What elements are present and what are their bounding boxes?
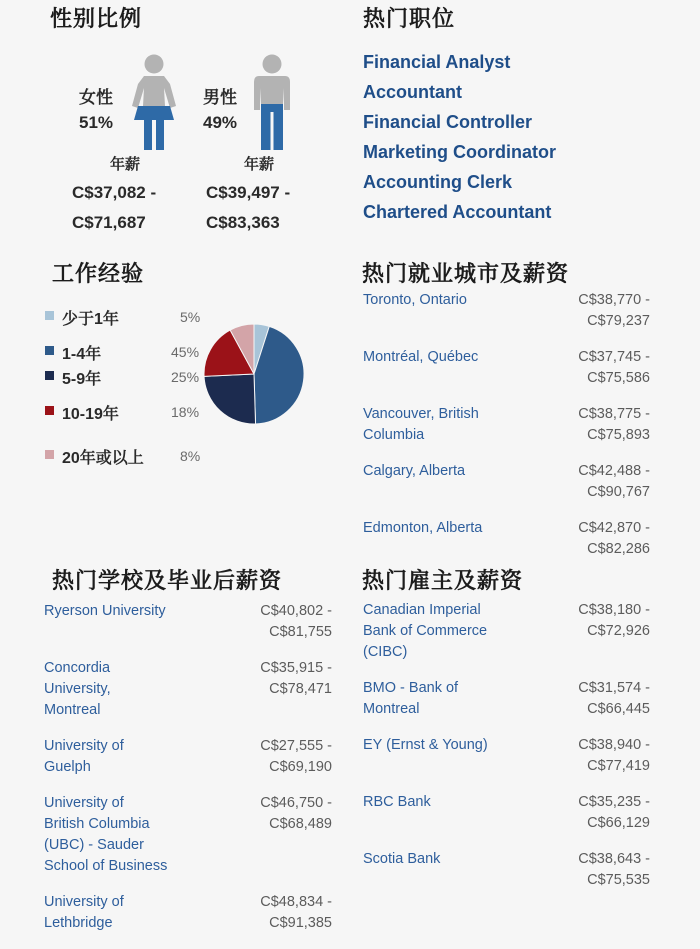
experience-section-title: 工作经验 xyxy=(52,262,145,287)
female-salary-label: 年薪 xyxy=(110,156,141,173)
salary-line: C$66,129 xyxy=(587,815,650,831)
schools-row-name xyxy=(44,892,124,934)
salary-line: C$35,915 - xyxy=(260,660,332,676)
salary-line: C$78,471 xyxy=(269,681,332,697)
salary-line: C$68,489 xyxy=(269,816,332,832)
job-item: Accountant xyxy=(363,82,462,102)
female-salary-line2: C$71,687 xyxy=(72,213,146,232)
name-line: Scotia Bank xyxy=(363,851,441,867)
female-label: 女性 xyxy=(79,88,113,107)
legend-swatch xyxy=(45,450,54,459)
name-line: Montreal xyxy=(363,701,420,717)
name-line: Concordia xyxy=(44,660,111,676)
name-line: University of xyxy=(44,738,124,754)
salary-line: C$38,180 - xyxy=(578,602,650,618)
name-line: Montreal xyxy=(44,702,101,718)
name-line: University of xyxy=(44,894,124,910)
job-item: Financial Analyst xyxy=(363,52,511,72)
salary-line: C$79,237 xyxy=(587,313,650,329)
legend-swatch xyxy=(45,371,54,380)
schools-row-salary xyxy=(260,892,332,934)
name-line: Bank of Commerce xyxy=(363,623,488,639)
name-line: EY (Ernst & Young) xyxy=(363,737,488,753)
salary-line: C$35,235 - xyxy=(578,794,650,810)
legend-percentage: 25% xyxy=(171,369,200,385)
name-line: Columbia xyxy=(363,427,425,443)
employers-row-name xyxy=(363,678,458,720)
employers-row-salary xyxy=(578,792,650,834)
cities-row-name xyxy=(363,518,482,539)
salary-line: C$90,767 xyxy=(587,484,650,500)
name-line: Lethbridge xyxy=(44,915,113,931)
experience-pie-chart xyxy=(203,323,305,425)
legend-label: 1-4年 xyxy=(62,346,102,363)
legend-label: 少于1年 xyxy=(62,311,119,328)
legend-label: 10-19年 xyxy=(62,406,119,423)
legend-percentage: 8% xyxy=(180,448,201,464)
employers-row-name xyxy=(363,735,488,756)
female-salary-line1: C$37,082 - xyxy=(72,183,157,202)
salary-line: C$38,770 - xyxy=(578,292,650,308)
salary-line: C$77,419 xyxy=(587,758,650,774)
cities-row-name xyxy=(363,404,479,446)
employers-row-salary xyxy=(578,849,650,891)
salary-line: C$66,445 xyxy=(587,701,650,717)
salary-line: C$37,745 - xyxy=(578,349,650,365)
cities-row-salary xyxy=(578,290,650,332)
name-line: (CIBC) xyxy=(363,644,408,660)
name-line: Toronto, Ontario xyxy=(363,292,467,308)
legend-swatch xyxy=(45,311,54,320)
salary-line: C$72,926 xyxy=(587,623,650,639)
male-label: 男性 xyxy=(203,88,237,107)
name-line: (UBC) - Sauder xyxy=(44,837,144,853)
legend-percentage: 18% xyxy=(171,404,200,420)
schools-row-salary xyxy=(260,658,332,700)
salary-line: C$82,286 xyxy=(587,541,650,557)
legend-swatch xyxy=(45,406,54,415)
male-salary-label: 年薪 xyxy=(244,156,275,173)
schools-section-title: 热门学校及毕业后薪资 xyxy=(52,569,283,594)
salary-line: C$91,385 xyxy=(269,915,332,931)
schools-row-salary xyxy=(260,736,332,778)
cities-row-name xyxy=(363,290,467,311)
cities-row-salary xyxy=(578,404,650,446)
legend-label: 20年或以上 xyxy=(62,450,144,467)
employers-row-salary xyxy=(578,678,650,720)
job-item: Chartered Accountant xyxy=(363,202,552,222)
salary-line: C$38,940 - xyxy=(578,737,650,753)
salary-line: C$38,775 - xyxy=(578,406,650,422)
female-percentage: 51% xyxy=(79,113,114,132)
salary-line: C$31,574 - xyxy=(578,680,650,696)
cities-row-name xyxy=(363,461,465,482)
job-item: Marketing Coordinator xyxy=(363,142,557,162)
salary-line: C$81,755 xyxy=(269,624,332,640)
job-item: Accounting Clerk xyxy=(363,172,513,192)
legend-percentage: 5% xyxy=(180,309,201,325)
salary-line: C$75,535 xyxy=(587,872,650,888)
legend-label: 5-9年 xyxy=(62,371,102,388)
schools-row-name xyxy=(44,601,166,622)
name-line: Vancouver, British xyxy=(363,406,479,422)
name-line: RBC Bank xyxy=(363,794,431,810)
name-line: University of xyxy=(44,795,124,811)
male-figure-icon xyxy=(252,54,292,152)
name-line: Calgary, Alberta xyxy=(363,463,466,479)
schools-row-salary xyxy=(260,601,332,643)
name-line: Edmonton, Alberta xyxy=(363,520,483,536)
cities-section-title: 热门就业城市及薪资 xyxy=(362,262,570,287)
cities-row-salary xyxy=(578,461,650,503)
employers-row-salary xyxy=(578,735,650,777)
schools-row-salary xyxy=(260,793,332,835)
schools-row-name xyxy=(44,736,124,778)
name-line: Montréal, Québec xyxy=(363,349,479,365)
male-salary-line2: C$83,363 xyxy=(206,213,280,232)
salary-line: C$42,870 - xyxy=(578,520,650,536)
salary-line: C$40,802 - xyxy=(260,603,332,619)
salary-line: C$42,488 - xyxy=(578,463,650,479)
cities-row-salary xyxy=(578,518,650,560)
gender-section-title: 性别比例 xyxy=(50,7,143,32)
name-line: BMO - Bank of xyxy=(363,680,459,696)
legend-percentage: 45% xyxy=(171,344,200,360)
employers-row-name xyxy=(363,849,440,870)
employers-row-name xyxy=(363,792,431,813)
name-line: School of Business xyxy=(44,858,168,874)
male-salary-line1: C$39,497 - xyxy=(206,183,291,202)
name-line: Guelph xyxy=(44,759,91,775)
name-line: Canadian Imperial xyxy=(363,602,481,618)
name-line: British Columbia xyxy=(44,816,150,832)
female-figure-icon xyxy=(130,54,178,152)
male-percentage: 49% xyxy=(203,113,238,132)
salary-line: C$27,555 - xyxy=(260,738,332,754)
cities-row-salary xyxy=(578,347,650,389)
name-line: Ryerson University xyxy=(44,603,166,619)
schools-row-name xyxy=(44,658,111,721)
cities-row-name xyxy=(363,347,478,368)
name-line: University, xyxy=(44,681,111,697)
salary-line: C$69,190 xyxy=(269,759,332,775)
legend-swatch xyxy=(45,346,54,355)
salary-line: C$46,750 - xyxy=(260,795,332,811)
employers-row-salary xyxy=(578,600,650,642)
employers-section-title: 热门雇主及薪资 xyxy=(362,569,524,594)
jobs-section-title: 热门职位 xyxy=(363,7,456,32)
salary-line: C$75,893 xyxy=(587,427,650,443)
job-item: Financial Controller xyxy=(363,112,533,132)
pie-slice-2 xyxy=(204,374,256,424)
salary-line: C$38,643 - xyxy=(578,851,650,867)
salary-line: C$75,586 xyxy=(587,370,650,386)
schools-row-name xyxy=(44,793,167,877)
salary-line: C$48,834 - xyxy=(260,894,332,910)
employers-row-name xyxy=(363,600,487,663)
